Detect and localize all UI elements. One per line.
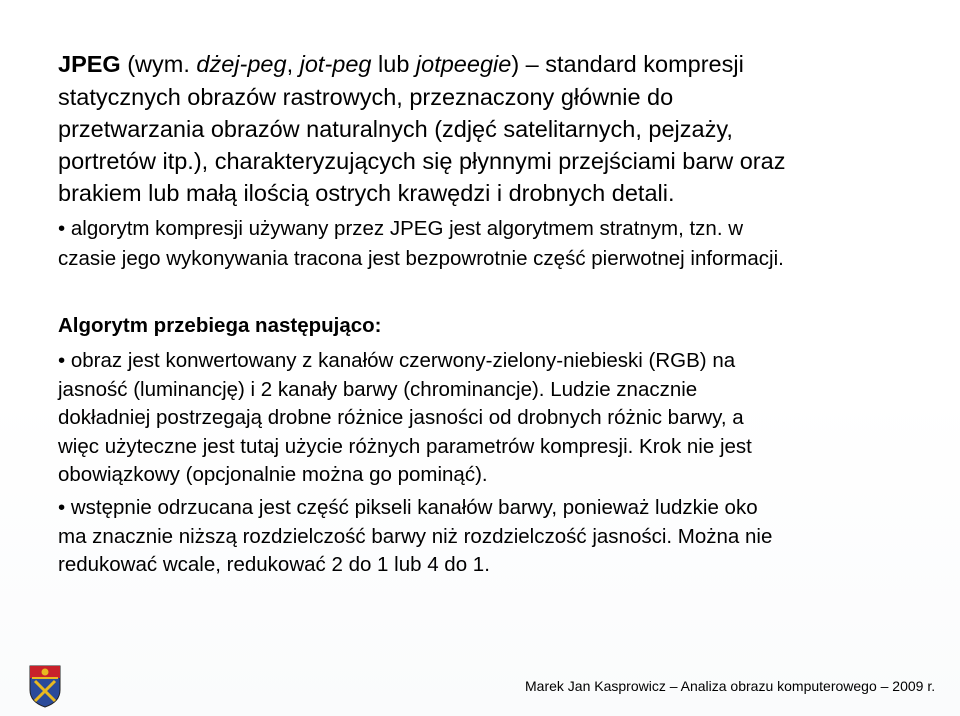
intro-text: lub — [371, 51, 416, 77]
point3-line-2: ma znacznie niższą rozdzielczość barwy niż rozdzielczość jasności. Można nie — [58, 525, 773, 548]
intro-text: ) – standard kompresji — [511, 51, 744, 77]
intro-line-1 — [58, 53, 744, 77]
intro-line-3: przetwarzania obrazów naturalnych (zdjęć satelitarnych, pejzaży, — [58, 116, 733, 142]
point2-line-1: • obraz jest konwertowany z kanałów czerwony-zielony-niebieski (RGB) na — [58, 349, 736, 372]
jpeg-term: JPEG — [58, 51, 121, 77]
intro-text: (wym. — [120, 51, 197, 77]
pronunciation-3: jotpeegie — [415, 51, 512, 77]
point2-line-3: dokładniej postrzegają drobne różnice jasności od drobnych różnic barwy, a — [58, 406, 744, 429]
point2-line-2: jasność (luminancję) i 2 kanały barwy (chrominancje). Ludzie znacznie — [58, 378, 698, 401]
algorithm-heading: Algorytm przebiega następująco: — [58, 314, 382, 337]
intro-line-2: statycznych obrazów rastrowych, przeznaczony głównie do — [58, 84, 674, 110]
crest-emblem — [42, 669, 49, 676]
point1-line-1: • algorytm kompresji używany przez JPEG jest algorytmem stratnym, tzn. w — [58, 217, 744, 240]
pronunciation-2: jot-peg — [299, 51, 372, 77]
point1-line-2: czasie jego wykonywania tracona jest bezpowrotnie część pierwotnej informacji. — [58, 247, 784, 270]
intro-line-4: portretów itp.), charakteryzujących się płynnymi przejściami barw oraz — [58, 148, 786, 174]
intro-text: , — [286, 51, 300, 77]
crest-band — [32, 677, 58, 679]
point3-line-3: redukować wcale, redukować 2 do 1 lub 4 do 1. — [58, 553, 490, 576]
crest-logo-icon — [28, 664, 62, 708]
intro-line-5: brakiem lub małą ilością ostrych krawędzi i drobnych detali. — [58, 180, 675, 206]
point2-line-5: obowiązkowy (opcjonalnie można go pominąć). — [58, 463, 488, 486]
point2-line-4: więc użyteczne jest tutaj użycie różnych parametrów kompresji. Krok nie jest — [58, 435, 752, 458]
point3-line-1: • wstępnie odrzucana jest część pikseli kanałów barwy, ponieważ ludzkie oko — [58, 496, 758, 519]
footer-credit: Marek Jan Kasprowicz – Analiza obrazu komputerowego – 2009 r. — [525, 678, 936, 694]
pronunciation-1: dżej-peg — [196, 51, 287, 77]
